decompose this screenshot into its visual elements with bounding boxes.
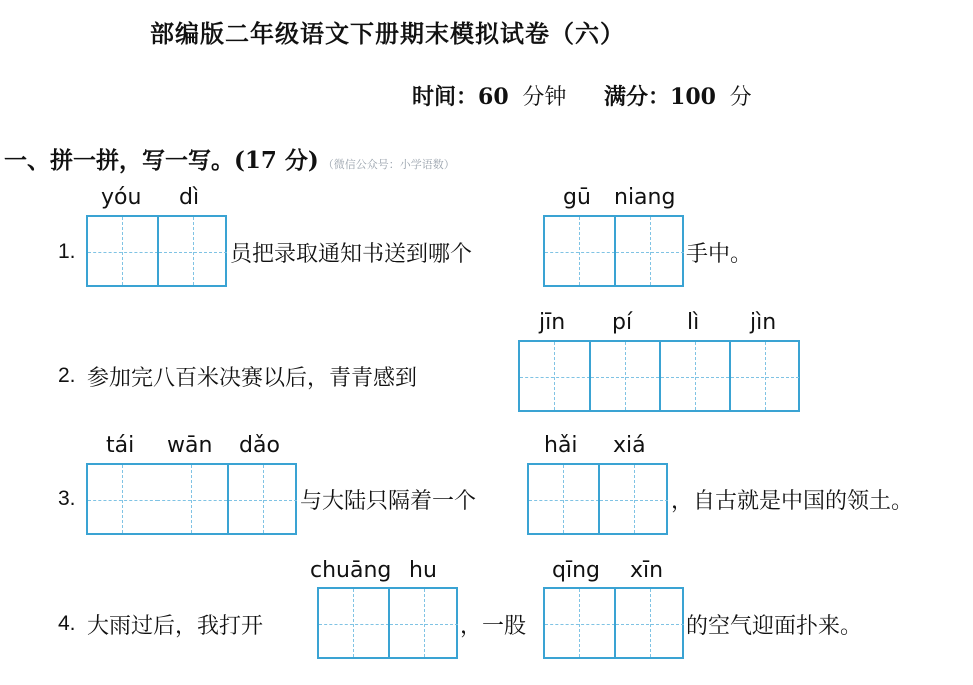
question-number: 3. xyxy=(58,487,76,510)
question-text: 员把录取通知书送到哪个 xyxy=(230,242,473,267)
answer-cell[interactable] xyxy=(157,465,227,533)
question-text: 的空气迎面扑来。 xyxy=(686,614,863,639)
answer-box-group[interactable] xyxy=(527,463,668,535)
answer-cell[interactable] xyxy=(227,465,297,533)
section-points: (17 分) xyxy=(234,147,319,174)
answer-cell[interactable] xyxy=(614,589,684,657)
question-text: 大雨过后，我打开 xyxy=(87,614,264,639)
answer-cell[interactable] xyxy=(729,342,799,410)
answer-cell[interactable] xyxy=(529,465,599,533)
answer-cell[interactable] xyxy=(388,589,458,657)
answer-cell[interactable] xyxy=(598,465,668,533)
answer-cell[interactable] xyxy=(319,589,389,657)
question-text: ，一股 xyxy=(460,614,527,639)
pinyin-label: lì xyxy=(687,310,700,335)
score-label: 满分： xyxy=(604,84,671,110)
answer-cell[interactable] xyxy=(659,342,729,410)
pinyin-label: jìn xyxy=(750,310,777,335)
pinyin-label: yóu xyxy=(101,185,142,210)
answer-cell[interactable] xyxy=(589,342,659,410)
answer-box-group[interactable] xyxy=(543,215,684,287)
pinyin-label: pí xyxy=(612,310,633,335)
watermark: （微信公众号：小学语数） xyxy=(322,158,455,171)
exam-info xyxy=(412,80,752,111)
page-title: 部编版二年级语文下册期末模拟试卷（六） xyxy=(150,19,625,48)
answer-box-group[interactable] xyxy=(86,463,297,535)
answer-cell[interactable] xyxy=(614,217,684,285)
pinyin-label: hu xyxy=(409,558,437,583)
time-value: 60 xyxy=(478,84,509,110)
answer-box-group[interactable] xyxy=(543,587,684,659)
time-label: 时间： xyxy=(412,84,479,110)
pinyin-label: niang xyxy=(614,185,676,210)
question-text: 手中。 xyxy=(686,242,753,267)
answer-cell[interactable] xyxy=(545,589,615,657)
answer-box-group[interactable] xyxy=(518,340,800,412)
pinyin-label: tái xyxy=(106,433,135,458)
pinyin-label: xīn xyxy=(630,558,664,583)
section-heading xyxy=(4,142,455,175)
answer-box-group[interactable] xyxy=(86,215,227,287)
pinyin-label: qīng xyxy=(552,558,600,583)
answer-cell[interactable] xyxy=(88,217,158,285)
question-number: 1. xyxy=(58,240,76,263)
answer-cell[interactable] xyxy=(520,342,590,410)
question-text: ，自古就是中国的领土。 xyxy=(671,489,914,514)
score-unit: 分 xyxy=(729,85,752,110)
pinyin-label: xiá xyxy=(613,433,646,458)
section-title: 一、拼一拼，写一写。 xyxy=(4,147,234,174)
answer-box-group[interactable] xyxy=(317,587,458,659)
pinyin-label: wān xyxy=(167,433,213,458)
question-number: 4. xyxy=(58,612,76,635)
pinyin-label: hǎi xyxy=(544,433,578,458)
answer-cell[interactable] xyxy=(157,217,227,285)
pinyin-label: jīn xyxy=(539,310,566,335)
time-unit: 分钟 xyxy=(522,85,567,110)
pinyin-label: gū xyxy=(563,185,591,210)
pinyin-label: dǎo xyxy=(239,433,280,458)
question-text: 与大陆只隔着一个 xyxy=(300,489,477,514)
question-number: 2. xyxy=(58,364,76,387)
question-text: 参加完八百米决赛以后，青青感到 xyxy=(87,366,418,391)
answer-cell[interactable] xyxy=(545,217,615,285)
answer-cell[interactable] xyxy=(88,465,158,533)
pinyin-label: chuāng xyxy=(310,558,392,583)
score-value: 100 xyxy=(670,84,716,110)
pinyin-label: dì xyxy=(179,185,200,210)
